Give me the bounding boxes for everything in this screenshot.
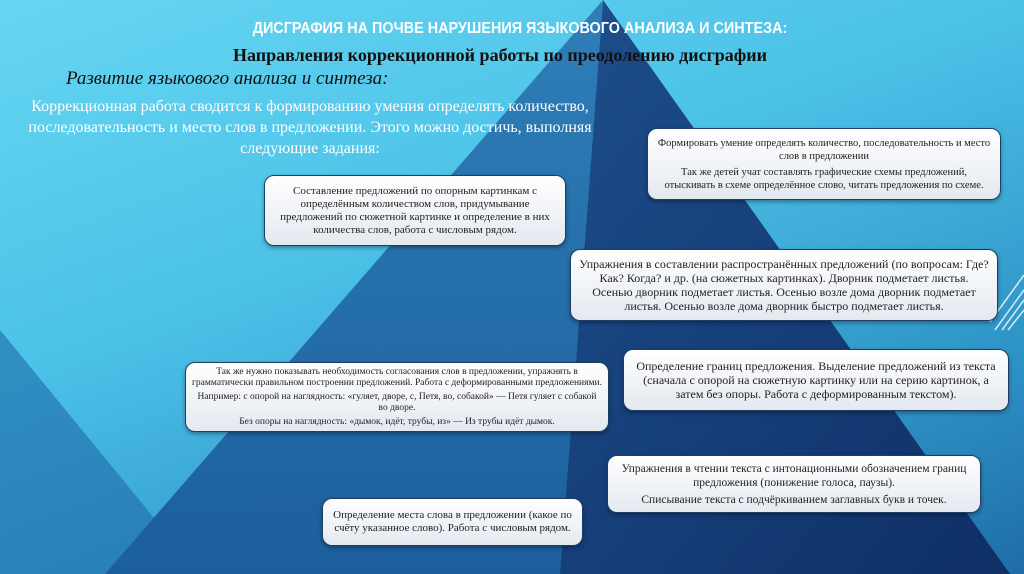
task-box-1 [264,175,566,246]
task-text: Так же детей учат составлять графические схемы предложений, отыскивать в схеме определённое слово, читать предложения по схеме. [664,166,984,191]
task-text: Определение границ предложения. Выделение предложений из текста (сначала с опорой на сюжетную картинку или на серию картинок, а затем без опоры. Работа с деформированным текстом). [636,359,996,401]
task-box-2 [647,128,1001,200]
task-text: Составление предложений по опорным картинкам с определённым количеством слов, придумывание предложений по сюжетной картинке и определение в них количества слов, работа с числовым рядом. [280,184,550,236]
task-text: Списывание текста с подчёркиванием заглавных букв и точек. [641,493,947,506]
section-heading: Развитие языкового анализа и синтеза: [66,68,389,89]
task-box-3 [570,249,998,321]
task-text: Определение места слова в предложении (какое по счёту указанное слово). Работа с числовым рядом. [333,509,572,534]
intro-text: Коррекционная работа сводится к формированию умения определять количество, последовательность и место слов в предложении. Этого можно достичь, выполняя следующие задания: [28,98,592,157]
task-text: Без опоры на наглядность: «дымок, идёт, трубы, из» — Из трубы идёт дымок. [239,416,555,427]
slide-title: ДИСГРАФИЯ НА ПОЧВЕ НАРУШЕНИЯ ЯЗЫКОВОГО АНАЛИЗА И СИНТЕЗА: [252,20,788,37]
task-text: Например: с опорой на наглядность: «гуляет, дворе, с, Петя, во, собакой» — Петя гуляет с собакой во дворе. [197,391,597,413]
task-text: Так же нужно показывать необходимость согласования слов в предложении, упражнять в грамматически правильном построении предложений. Работа с деформированными предложениями. [192,366,602,388]
task-text: Формировать умение определять количество, последовательность и место слов в предложении [657,137,991,162]
task-text: Упражнения в чтении текста с интонационными обозначением границ предложения (понижение голоса, паузы). [621,462,967,489]
task-box-4 [185,362,609,432]
task-text: Упражнения в составлении распространённых предложений (по вопросам: Где? Как? Когда? и др. (на сюжетных картинках). Дворник подметает листья. Осенью дворник подметает листья. Осенью возле дома дворник подметает листья. Осенью возле дома дворник быстро подметает листья. [579,257,989,313]
task-box-6 [607,455,981,513]
task-box-7 [322,498,583,546]
task-box-5 [623,349,1009,411]
slide-subtitle: Направления коррекционной работы по преодолению дисграфии [232,45,768,65]
